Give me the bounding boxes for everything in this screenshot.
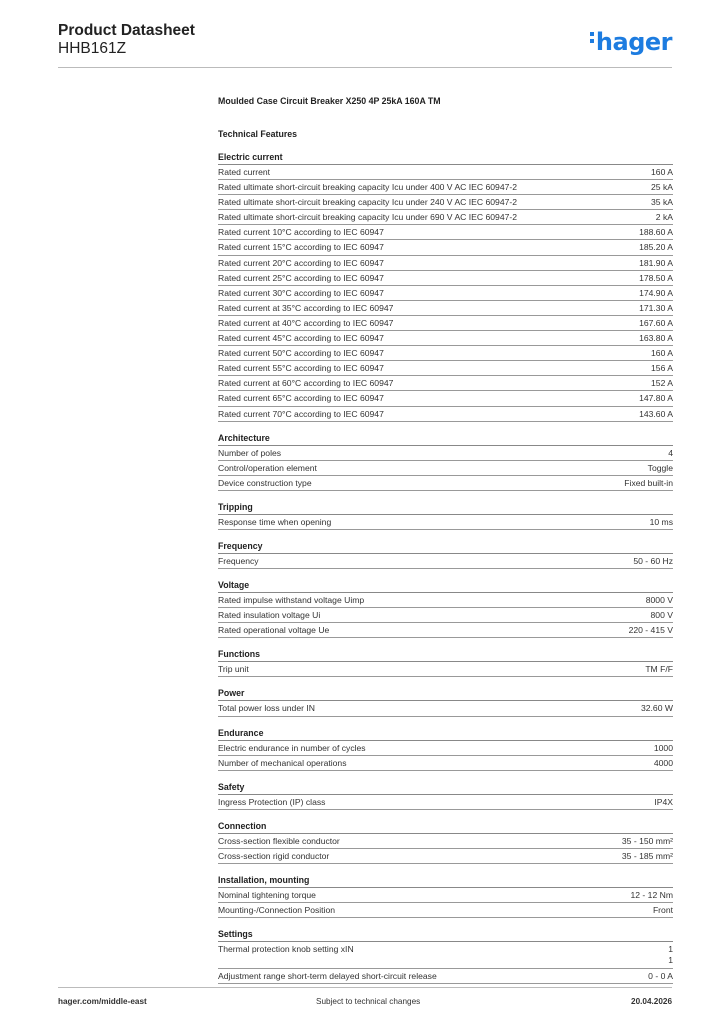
row-value-line: 188.60 A [639,227,673,238]
table-row [218,888,673,903]
row-value [624,476,673,490]
row-label: Nominal tightening torque [218,890,316,900]
feature-group [218,647,673,677]
table-row [218,903,673,918]
table-row [218,331,673,346]
row-label: Rated impulse withstand voltage Uimp [218,595,365,606]
row-value [651,608,673,622]
row-value [641,701,673,715]
row-value [651,361,673,375]
row-value [648,461,673,475]
row-value-line: 147.80 A [639,393,673,404]
table-row [218,407,673,422]
footer-website[interactable]: hager.com/middle-east [58,997,147,1006]
row-label: Rated current 30°C according to IEC 60947 [218,287,384,298]
row-value [629,623,673,637]
row-value [639,407,673,421]
row-value-line: 12 - 12 Nm [630,890,673,900]
row-label: Adjustment range short-term delayed short-circuit release [218,971,437,982]
row-value-line: 8000 V [645,595,673,606]
feature-group [218,431,673,491]
table-row [218,446,673,461]
row-value [622,849,673,863]
row-value [639,391,673,405]
table-row [218,554,673,569]
hager-logo [590,28,672,56]
table-row [218,195,673,210]
table-row [218,593,673,608]
table-row [218,849,673,864]
table-row [218,756,673,771]
table-row [218,240,673,255]
row-value-line: 32.60 W [640,703,673,714]
row-value [639,331,673,345]
row-value-line: 4000 [653,757,673,768]
row-value-line: 167.60 A [639,317,673,328]
row-value [651,346,673,360]
table-row [218,286,673,301]
section-title: Technical Features [218,129,298,139]
table-row [218,741,673,756]
row-value [633,554,673,568]
group-title: Architecture [218,431,673,446]
row-value [651,195,673,209]
feature-group [218,578,673,638]
table-row [218,376,673,391]
table-row [218,271,673,286]
row-value [654,756,673,770]
row-label: Rated current 70°C according to IEC 60947 [218,408,384,419]
row-label: Number of poles [218,447,282,458]
feature-group [218,539,673,569]
row-label: Rated current 15°C according to IEC 60947 [218,242,384,253]
row-value [639,301,673,315]
row-value [639,225,673,239]
row-value-line: 174.90 A [639,287,673,298]
table-row [218,701,673,716]
row-label: Thermal protection knob setting xIN [218,944,354,955]
row-label: Total power loss under IN [218,703,315,714]
feature-group [218,819,673,864]
row-label: Rated ultimate short-circuit breaking capacity Icu under 400 V AC IEC 60947-2 [218,182,518,193]
row-label: Rated current 25°C according to IEC 60947 [218,272,384,283]
row-label: Rated current [218,167,271,177]
group-title: Installation, mounting [218,873,673,888]
table-row [218,623,673,638]
row-label: Rated current 50°C according to IEC 60947 [218,348,384,359]
row-value [654,741,673,755]
row-label: Rated ultimate short-circuit breaking capacity Icu under 240 V AC IEC 60947-2 [218,197,518,208]
feature-groups [218,150,673,984]
page-title: Product Datasheet [58,22,195,39]
row-value-line: TM F/F [645,664,673,675]
row-value-line: 160 A [651,167,673,177]
row-label: Cross-section flexible conductor [218,835,340,846]
row-label: Rated current at 60°C according to IEC 60947 [218,378,394,389]
table-row [218,225,673,240]
feature-group [218,780,673,810]
row-value [654,795,673,809]
row-label: Rated current at 35°C according to IEC 60947 [218,302,394,313]
group-title: Functions [218,647,673,662]
row-value [648,969,673,983]
row-value [639,316,673,330]
group-title: Connection [218,819,673,834]
table-row [218,210,673,225]
product-code: HHB161Z [58,40,127,57]
table-row [218,391,673,406]
row-label: Number of mechanical operations [218,757,347,768]
table-row [218,256,673,271]
feature-group [218,873,673,918]
row-value [639,271,673,285]
group-title: Electric current [218,150,673,165]
table-row [218,834,673,849]
row-value-line: 220 - 415 V [628,625,673,636]
table-row [218,316,673,331]
row-value-line: 2 kA [655,212,673,223]
row-value-line: 35 kA [651,197,673,208]
row-label: Rated operational voltage Ue [218,625,330,636]
group-title: Safety [218,780,673,795]
table-row [218,662,673,677]
row-value-line: 143.60 A [639,408,673,419]
row-value-line: 1000 [653,742,673,753]
table-row [218,165,673,180]
row-label: Device construction type [218,477,312,488]
row-value [630,888,673,902]
row-value-line: 4 [668,447,673,458]
feature-group [218,500,673,530]
group-title: Tripping [218,500,673,515]
footer-divider [58,987,672,988]
logo-dots-icon [590,32,594,46]
row-value [668,942,673,968]
row-value-line: 10 ms [649,516,673,527]
row-value [668,446,673,460]
row-value [646,593,673,607]
row-value-line: 35 - 150 mm² [621,835,673,846]
group-title: Endurance [218,726,673,741]
table-row [218,346,673,361]
row-label: Rated current 65°C according to IEC 60947 [218,393,384,404]
row-label: Cross-section rigid conductor [218,850,330,861]
table-row [218,461,673,476]
row-value-line: Front [652,905,673,916]
row-label: Ingress Protection (IP) class [218,796,326,807]
row-label: Rated current 10°C according to IEC 60947 [218,227,384,238]
table-row [218,301,673,316]
row-value-line: 181.90 A [639,257,673,268]
row-label: Frequency [218,555,259,566]
row-value-line: Toggle [647,462,673,473]
footer-notice: Subject to technical changes [316,997,421,1006]
row-label: Control/operation element [218,462,317,473]
table-row [218,969,673,984]
row-value [651,180,673,194]
table-row [218,476,673,491]
row-value-line: 800 V [650,610,673,621]
table-row [218,515,673,530]
group-title: Settings [218,927,673,942]
feature-group [218,927,673,984]
row-label: Rated current at 40°C according to IEC 60947 [218,317,394,328]
row-value-line: 25 kA [651,182,673,193]
row-value [622,834,673,848]
row-value [639,286,673,300]
logo-text: hager [595,28,672,56]
datasheet-content [218,96,673,993]
row-value-line: Fixed built-in [624,477,673,488]
row-label: Trip unit [218,664,249,675]
product-name: Moulded Case Circuit Breaker X250 4P 25kA 160A TM [218,96,441,106]
row-label: Rated current 20°C according to IEC 60947 [218,257,384,268]
row-value-line: 152 A [651,378,673,389]
row-value-line: 35 - 185 mm² [621,850,673,861]
row-value [650,515,673,529]
row-value-line: 50 - 60 Hz [633,555,673,566]
row-value-line: 185.20 A [639,242,673,253]
row-label: Rated ultimate short-circuit breaking capacity Icu under 690 V AC IEC 60947-2 [218,212,518,223]
row-value [656,210,673,224]
row-value [639,240,673,254]
row-label: Mounting-/Connection Position [218,905,336,916]
row-value-line: 171.30 A [639,302,673,313]
row-value-line: 0 - 0 A [648,971,673,982]
row-value-line: 156 A [651,363,673,374]
row-label: Rated current 55°C according to IEC 60947 [218,363,384,374]
row-value-line: 1 [668,944,673,955]
row-label: Rated insulation voltage Ui [218,610,321,621]
row-value-line: 163.80 A [639,333,673,344]
feature-group [218,150,673,422]
group-title: Power [218,686,673,701]
row-label: Electric endurance in number of cycles [218,742,366,753]
row-value-line: 160 A [651,348,673,359]
row-label: Rated current 45°C according to IEC 60947 [218,333,384,344]
group-title: Voltage [218,578,673,593]
table-row [218,180,673,195]
table-row [218,942,673,969]
header-divider [58,67,672,68]
row-value [639,256,673,270]
table-row [218,361,673,376]
row-value [653,903,673,917]
footer-date: 20.04.2026 [631,997,672,1006]
row-value-line: 178.50 A [639,272,673,283]
page-header [58,22,195,58]
table-row [218,608,673,623]
table-row [218,795,673,810]
row-value [651,376,673,390]
row-value-line: IP4X [654,796,673,807]
row-label: Response time when opening [218,516,332,527]
row-value-line: 1 [668,955,673,966]
row-value [651,165,673,179]
group-title: Frequency [218,539,673,554]
feature-group [218,726,673,771]
feature-group [218,686,673,716]
row-value [645,662,673,676]
